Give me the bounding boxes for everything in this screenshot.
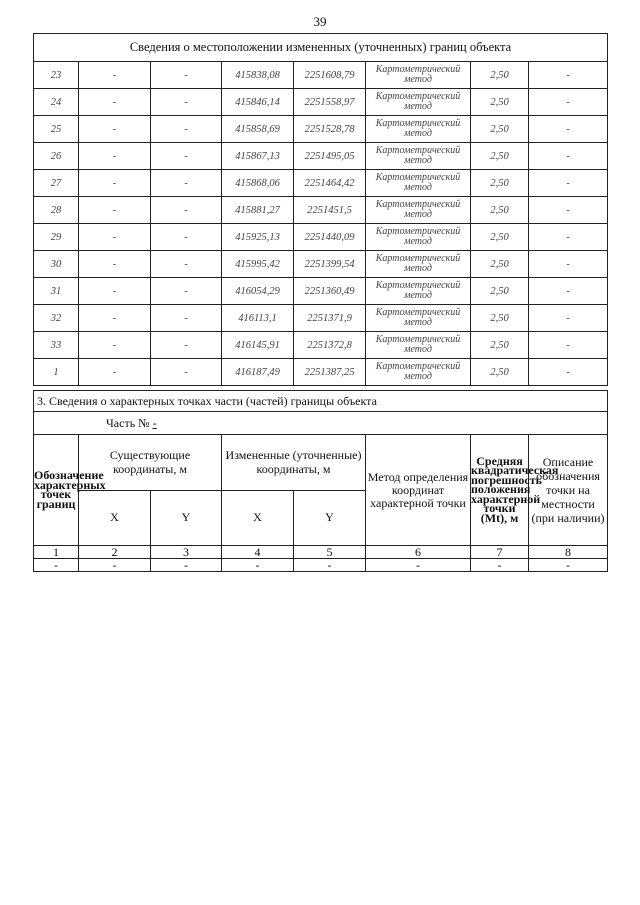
existing-x: -: [79, 359, 151, 386]
method-cell: Картометрический метод: [366, 143, 471, 170]
part-points-table: [33, 390, 608, 572]
changed-x: 415995,42: [222, 251, 294, 278]
existing-y: -: [151, 305, 222, 332]
changed-x: 415867,13: [222, 143, 294, 170]
column-number: 5: [294, 546, 366, 559]
table-row: [34, 62, 608, 89]
page-number: 39: [313, 14, 327, 29]
table-row: [34, 170, 608, 197]
point-number: 29: [34, 224, 79, 251]
changed-y: 2251528,78: [294, 116, 366, 143]
existing-y: -: [151, 89, 222, 116]
error-cell: 2,50: [471, 89, 529, 116]
existing-y: -: [151, 116, 222, 143]
description-cell: -: [529, 197, 608, 224]
header-changed-coords: Измененные (уточненные) координаты, м: [222, 435, 366, 491]
changed-x: 415881,27: [222, 197, 294, 224]
part-label: Часть №: [106, 415, 150, 430]
existing-y: -: [151, 224, 222, 251]
empty-data-row: [34, 559, 608, 572]
changed-x: 416187,49: [222, 359, 294, 386]
column-number: 6: [366, 546, 471, 559]
existing-x: -: [79, 224, 151, 251]
part-number: [34, 412, 608, 435]
changed-y: 2251360,49: [294, 278, 366, 305]
changed-x: 416113,1: [222, 305, 294, 332]
empty-cell: -: [366, 559, 471, 572]
empty-cell: -: [34, 559, 79, 572]
existing-y: -: [151, 170, 222, 197]
existing-y: -: [151, 62, 222, 89]
changed-x: 416145,91: [222, 332, 294, 359]
header-changed-x: X: [222, 490, 294, 546]
section-title: Сведения о местоположении измененных (уточненных) границ объекта: [34, 34, 608, 62]
table-row: [34, 224, 608, 251]
existing-y: -: [151, 251, 222, 278]
header-row-1: [34, 435, 608, 491]
point-number: 31: [34, 278, 79, 305]
point-number: 25: [34, 116, 79, 143]
changed-x: 416054,29: [222, 278, 294, 305]
method-cell: Картометрический метод: [366, 359, 471, 386]
method-cell: Картометрический метод: [366, 89, 471, 116]
part-value: -: [152, 415, 157, 430]
empty-cell: -: [79, 559, 151, 572]
method-cell: Картометрический метод: [366, 305, 471, 332]
method-cell: Картометрический метод: [366, 224, 471, 251]
changed-y: 2251608,79: [294, 62, 366, 89]
existing-y: -: [151, 332, 222, 359]
existing-x: -: [79, 170, 151, 197]
boundary-coordinates-table: [33, 33, 608, 386]
section3-title-row: [34, 391, 608, 412]
point-number: 30: [34, 251, 79, 278]
changed-x: 415868,06: [222, 170, 294, 197]
header-existing-coords: Существующие координаты, м: [79, 435, 222, 491]
empty-cell: -: [529, 559, 608, 572]
table-row: [34, 278, 608, 305]
description-cell: -: [529, 143, 608, 170]
table-row: [34, 89, 608, 116]
method-cell: Картометрический метод: [366, 251, 471, 278]
existing-x: -: [79, 305, 151, 332]
changed-y: 2251372,8: [294, 332, 366, 359]
point-number: 28: [34, 197, 79, 224]
existing-x: -: [79, 143, 151, 170]
existing-x: -: [79, 116, 151, 143]
description-cell: -: [529, 170, 608, 197]
changed-y: 2251495,05: [294, 143, 366, 170]
description-cell: -: [529, 332, 608, 359]
empty-cell: -: [471, 559, 529, 572]
header-point-designation: Обозначение характерных точек границ: [34, 435, 79, 546]
table-row: [34, 116, 608, 143]
description-cell: -: [529, 251, 608, 278]
method-cell: Картометрический метод: [366, 62, 471, 89]
column-number: 2: [79, 546, 151, 559]
table-row: [34, 197, 608, 224]
error-cell: 2,50: [471, 251, 529, 278]
part-row: [34, 412, 608, 435]
column-number: 3: [151, 546, 222, 559]
error-cell: 2,50: [471, 170, 529, 197]
error-cell: 2,50: [471, 332, 529, 359]
table-row: [34, 251, 608, 278]
changed-y: 2251399,54: [294, 251, 366, 278]
existing-y: -: [151, 143, 222, 170]
existing-x: -: [79, 62, 151, 89]
method-cell: Картометрический метод: [366, 116, 471, 143]
column-number-row: [34, 546, 608, 559]
existing-y: -: [151, 359, 222, 386]
changed-x: 415838,08: [222, 62, 294, 89]
point-number: 27: [34, 170, 79, 197]
changed-x: 415858,69: [222, 116, 294, 143]
description-cell: -: [529, 224, 608, 251]
changed-x: 415925,13: [222, 224, 294, 251]
method-cell: Картометрический метод: [366, 170, 471, 197]
changed-y: 2251464,42: [294, 170, 366, 197]
point-number: 26: [34, 143, 79, 170]
existing-y: -: [151, 278, 222, 305]
method-cell: Картометрический метод: [366, 197, 471, 224]
header-existing-x: X: [79, 490, 151, 546]
empty-cell: -: [151, 559, 222, 572]
point-number: 33: [34, 332, 79, 359]
changed-y: 2251451,5: [294, 197, 366, 224]
error-cell: 2,50: [471, 224, 529, 251]
empty-cell: -: [294, 559, 366, 572]
column-number: 8: [529, 546, 608, 559]
header-changed-y: Y: [294, 490, 366, 546]
header-description: Описание обозначения точки на местности (при наличии): [529, 435, 608, 546]
error-cell: 2,50: [471, 278, 529, 305]
header-error: Средняя квадратическая погрешность положения характерной точки (Mt), м: [471, 435, 529, 546]
changed-y: 2251371,9: [294, 305, 366, 332]
changed-y: 2251387,25: [294, 359, 366, 386]
error-cell: 2,50: [471, 116, 529, 143]
header-existing-y: Y: [151, 490, 222, 546]
point-number: 24: [34, 89, 79, 116]
table-row: [34, 143, 608, 170]
column-number: 7: [471, 546, 529, 559]
error-cell: 2,50: [471, 143, 529, 170]
point-number: 32: [34, 305, 79, 332]
description-cell: -: [529, 278, 608, 305]
existing-x: -: [79, 251, 151, 278]
description-cell: -: [529, 62, 608, 89]
changed-y: 2251558,97: [294, 89, 366, 116]
description-cell: -: [529, 305, 608, 332]
existing-y: -: [151, 197, 222, 224]
existing-x: -: [79, 89, 151, 116]
description-cell: -: [529, 89, 608, 116]
description-cell: -: [529, 116, 608, 143]
table-row: [34, 332, 608, 359]
changed-x: 415846,14: [222, 89, 294, 116]
table-row: [34, 359, 608, 386]
existing-x: -: [79, 278, 151, 305]
changed-y: 2251440,09: [294, 224, 366, 251]
existing-x: -: [79, 332, 151, 359]
empty-cell: -: [222, 559, 294, 572]
error-cell: 2,50: [471, 197, 529, 224]
section-title-row: [34, 34, 608, 62]
table-row: [34, 305, 608, 332]
existing-x: -: [79, 197, 151, 224]
method-cell: Картометрический метод: [366, 332, 471, 359]
error-cell: 2,50: [471, 359, 529, 386]
point-number: 1: [34, 359, 79, 386]
method-cell: Картометрический метод: [366, 278, 471, 305]
section3-title: 3. Сведения о характерных точках части (частей) границы объекта: [34, 391, 608, 412]
point-number: 23: [34, 62, 79, 89]
header-method: Метод определения координат характерной точки: [366, 435, 471, 546]
description-cell: -: [529, 359, 608, 386]
error-cell: 2,50: [471, 62, 529, 89]
column-number: 1: [34, 546, 79, 559]
column-number: 4: [222, 546, 294, 559]
error-cell: 2,50: [471, 305, 529, 332]
